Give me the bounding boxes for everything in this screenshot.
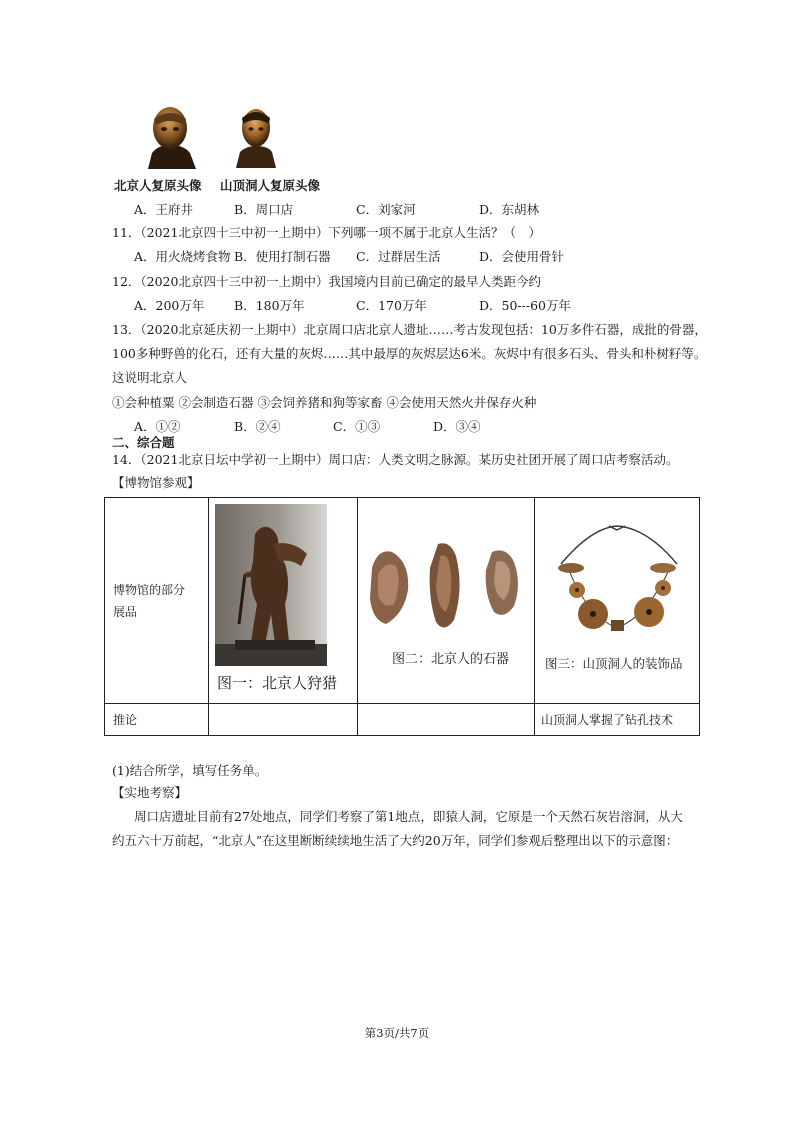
q13-stem-line3: 这说明北京人 bbox=[112, 370, 188, 385]
q13-option-b: B．②④ bbox=[234, 419, 281, 434]
q12-option-a: A．200万年 bbox=[134, 298, 205, 313]
q11-stem: 11．（2021北京四十三中初一上期中）下列哪一项不属于北京人生活？（ ） bbox=[112, 225, 541, 240]
peking-man-head-image bbox=[140, 103, 202, 169]
section-2-title: 二、综合题 bbox=[112, 435, 175, 450]
fig2-caption: 图二：北京人的石器 bbox=[392, 652, 510, 667]
fig3-caption: 图三：山顶洞人的装饰品 bbox=[545, 656, 683, 671]
q13-option-a: A．①② bbox=[134, 419, 181, 434]
stone-tools-image bbox=[364, 538, 528, 638]
inference-cell-1[interactable] bbox=[209, 704, 358, 736]
ornament-necklace-image bbox=[551, 524, 687, 642]
q11-option-c: C．过群居生活 bbox=[356, 249, 441, 264]
q11-option-d: D．会使用骨针 bbox=[479, 249, 565, 264]
peking-man-head-caption: 北京人复原头像 bbox=[114, 178, 202, 193]
q13-option-d: D．③④ bbox=[433, 419, 481, 434]
museum-exhibits-table bbox=[104, 497, 700, 736]
field-visit-heading: 【实地考察】 bbox=[112, 785, 188, 800]
page-footer: 第3页/共7页 bbox=[364, 1026, 430, 1040]
q13-option-c: C．①③ bbox=[333, 419, 381, 434]
q12-option-c: C．170万年 bbox=[356, 298, 427, 313]
table-cell-fig3 bbox=[535, 498, 700, 704]
q10-option-b: B．周口店 bbox=[234, 202, 294, 217]
museum-visit-heading: 【博物馆参观】 bbox=[112, 475, 200, 490]
table-row-label-inference: 推论 bbox=[105, 704, 209, 736]
q13-stem-line1: 13．（2020北京延庆初一上期中）北京周口店北京人遗址……考古发现包括：10万多件石器，成批的骨器， bbox=[112, 322, 707, 337]
q10-option-c: C．刘家河 bbox=[356, 202, 416, 217]
field-paragraph-line2: 约五六十万前起，“北京人”在这里断断续续地生活了大约20万年，同学们参观后整理出以下的示意图： bbox=[112, 833, 679, 848]
field-paragraph-line1: 周口店遗址目前有27处地点，同学们考察了第1地点，即猿人洞，它原是一个天然石灰岩溶洞，从大 bbox=[134, 809, 683, 824]
q12-option-d: D．50---60万年 bbox=[479, 298, 572, 313]
peking-man-hunting-image bbox=[215, 504, 327, 666]
upper-cave-man-head-caption: 山顶洞人复原头像 bbox=[220, 178, 321, 193]
inference-cell-3: 山顶洞人掌握了钻孔技术 bbox=[535, 704, 700, 736]
q10-option-a: A．王府井 bbox=[134, 202, 194, 217]
q11-option-a: A．用火烧烤食物 bbox=[134, 249, 231, 264]
q13-stem-line2: 100多种野兽的化石，还有大量的灰烬……其中最厚的灰烬层达6米。灰烬中有很多石头、骨头和朴树籽等。 bbox=[112, 346, 707, 361]
q14-stem: 14．（2021北京日坛中学初一上期中）周口店：人类文明之脉源。某历史社团开展了周口店考察活动。 bbox=[112, 452, 679, 467]
fig1-caption: 图一：北京人狩猎 bbox=[217, 674, 338, 692]
q11-option-b: B．使用打制石器 bbox=[234, 249, 331, 264]
table-cell-fig1 bbox=[209, 498, 358, 704]
upper-cave-man-head-image bbox=[230, 106, 282, 168]
q13-statements: ①会种植粟 ②会制造石器 ③会饲养猪和狗等家畜 ④会使用天然火并保存火种 bbox=[112, 395, 537, 410]
q10-option-d: D．东胡林 bbox=[479, 202, 540, 217]
q14-sub1: (1)结合所学，填写任务单。 bbox=[112, 763, 268, 778]
table-cell-fig2 bbox=[358, 498, 535, 704]
table-row-label-exhibits: 博物馆的部分 展品 bbox=[105, 498, 209, 704]
q12-stem: 12．（2020北京四十三中初一上期中）我国境内目前已确定的最早人类距今约 bbox=[112, 274, 541, 289]
q12-option-b: B．180万年 bbox=[234, 298, 305, 313]
inference-cell-2[interactable] bbox=[358, 704, 535, 736]
